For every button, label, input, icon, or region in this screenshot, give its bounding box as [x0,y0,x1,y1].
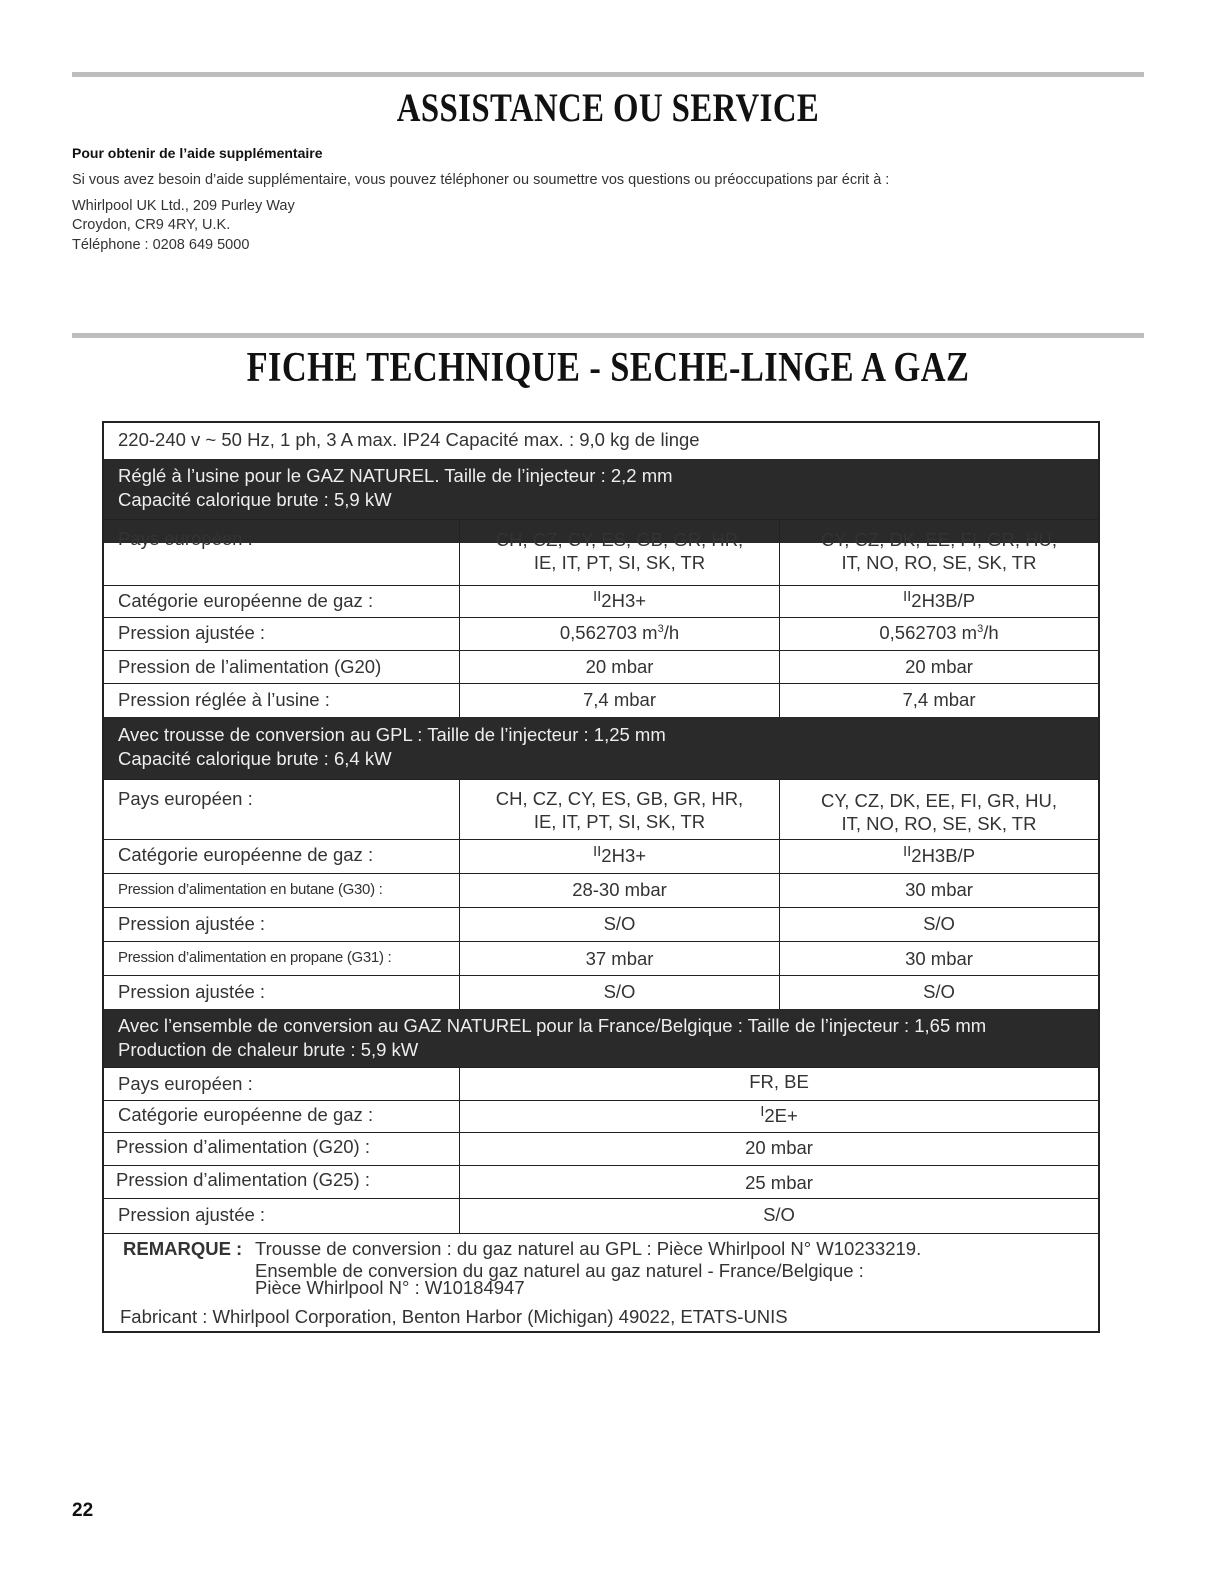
help-subtitle: Pour obtenir de l’aide supplémentaire [72,145,323,161]
pressure-value: 28-30 mbar [572,879,667,900]
spec-header-row [104,423,1098,459]
pressure-value: 30 mbar [905,948,973,969]
row-label: Pression d’alimentation en butane (G30) : [118,881,383,898]
table-row [104,1165,1098,1198]
band-france-belgique [104,1009,1098,1067]
countries-line: CH, CZ, CY, ES, GB, GR, HR, [495,788,744,809]
band3-line2: Production de chaleur brute : 5,9 kW [118,1039,419,1060]
help-text: Si vous avez besoin d’aide supplémentaire, vous pouvez téléphoner ou soumettre vos questions ou préoccupations par écrit à : [72,172,890,188]
pressure-value: 30 mbar [905,879,973,900]
row-label: Catégorie européenne de gaz : [118,1104,374,1125]
spec-table [102,421,1100,1333]
countries-line: IT, NO, RO, SE, SK, TR [841,813,1037,834]
band3-line1: Avec l’ensemble de conversion au GAZ NATUREL pour la France/Belgique : Taille de l’injecteur : 1,65 mm [118,1015,987,1036]
row-label: Pression ajustée : [118,622,266,643]
pressure-value: S/O [603,913,636,934]
table-row [104,779,1098,839]
table-row [104,650,1098,683]
countries-line: IE, IT, PT, SI, SK, TR [533,552,706,573]
pressure-value: 20 mbar [585,656,654,677]
pressure-value: 37 mbar [585,948,654,969]
table-row [104,683,1098,717]
note-line-2: Ensemble de conversion du gaz naturel au gaz naturel - France/Belgique : [255,1260,864,1281]
band1-line2: Capacité calorique brute : 5,9 kW [118,489,392,510]
flow-value: 0,562703 m [559,622,658,643]
address-line-1: Whirlpool UK Ltd., 209 Purley Way [72,198,295,214]
gas-category: II [902,588,912,605]
table-row [104,975,1098,1009]
band2-line1: Avec trousse de conversion au GPL : Taille de l’injecteur : 1,25 mm [118,724,666,745]
flow-unit-tail: /h [983,622,999,643]
page-number: 22 [72,1500,94,1521]
row-label: Catégorie européenne de gaz : [118,844,374,865]
band1-line1: Réglé à l’usine pour le GAZ NATUREL. Taille de l’injecteur : 2,2 mm [118,465,673,486]
assistance-title: ASSISTANCE OU SERVICE [396,85,820,130]
table-row [104,941,1098,975]
pressure-value: 7,4 mbar [582,689,656,710]
row-label: Pression d’alimentation en propane (G31) : [118,949,392,966]
row-label: Pays européen : [118,528,253,549]
band2-line2: Capacité calorique brute : 6,4 kW [118,748,392,769]
row-label: Pression de l’alimentation (G20) [118,656,382,677]
technical-sheet-title: FICHE TECHNIQUE - SECHE-LINGE A GAZ [246,345,970,391]
row-label: Pays européen : [118,788,253,809]
table-row [104,839,1098,873]
value-cell: 25 mbar [745,1172,813,1193]
address-line-3: Téléphone : 0208 649 5000 [72,237,250,253]
row-label: Catégorie européenne de gaz : [118,590,374,611]
countries-line: IT, NO, RO, SE, SK, TR [841,552,1037,573]
flow-unit-exponent: 3 [977,622,984,635]
notes-section [104,1233,1098,1331]
table-row [104,617,1098,650]
flow-unit-exponent: 3 [657,622,664,635]
countries-line: CY, CZ, DK, EE, FI, GR, HU, [820,529,1058,550]
gas-category-sub: 2H3+ [601,845,647,866]
pressure-value: 20 mbar [905,656,973,677]
note-line-3: Pièce Whirlpool N° : W10184947 [255,1277,525,1298]
pressure-value: S/O [603,981,636,1002]
gas-category: II [902,843,912,860]
table-row [104,519,1098,585]
countries-line: CY, CZ, DK, EE, FI, GR, HU, [820,790,1058,811]
gas-category: II [592,843,602,860]
table-row [104,1100,1098,1132]
row-label: Pression d’alimentation (G25) : [116,1169,370,1190]
gas-category-sub: 2H3+ [601,590,647,611]
table-row [104,585,1098,617]
table-row [104,873,1098,907]
value-cell: FR, BE [749,1071,809,1092]
row-label: Pression ajustée : [118,981,266,1002]
flow-value: 0,562703 m [879,622,978,643]
value-cell: 20 mbar [745,1137,813,1158]
gas-category-sub: 2E+ [764,1105,798,1126]
gas-category-sub: 2H3B/P [911,845,976,866]
top-divider [72,72,1144,77]
note-line-1: Trousse de conversion : du gaz naturel au GPL : Pièce Whirlpool N° W10233219. [255,1238,922,1259]
gas-category: I [760,1103,765,1120]
pressure-value: 7,4 mbar [902,689,976,710]
row-label: Pression réglée à l’usine : [118,689,330,710]
row-label: Pression ajustée : [118,913,266,934]
value-cell: S/O [763,1204,795,1225]
note-label: REMARQUE : [123,1238,243,1259]
middle-divider [72,333,1144,338]
flow-unit-tail: /h [663,622,680,643]
countries-line: CH, CZ, CY, ES, GB, GR, HR, [495,529,744,550]
table-row [104,1067,1098,1100]
row-label: Pays européen : [118,1073,253,1094]
pressure-value: S/O [923,913,955,934]
table-row [104,907,1098,941]
manufacturer-line: Fabricant : Whirlpool Corporation, Benton Harbor (Michigan) 49022, ETATS-UNIS [120,1306,788,1327]
table-row [104,1198,1098,1233]
address-line-2: Croydon, CR9 4RY, U.K. [72,217,231,233]
gas-category-sub: 2H3B/P [911,590,976,611]
row-label: Pression d’alimentation (G20) : [116,1136,370,1157]
spec-header-text: 220-240 v ~ 50 Hz, 1 ph, 3 A max. IP24 Capacité max. : 9,0 kg de linge [118,429,700,450]
gas-category: II [592,588,602,605]
pressure-value: S/O [923,981,955,1002]
band-lpg-conversion [104,717,1098,779]
countries-line: IE, IT, PT, SI, SK, TR [533,811,706,832]
row-label: Pression ajustée : [118,1204,266,1225]
table-row [104,1132,1098,1165]
